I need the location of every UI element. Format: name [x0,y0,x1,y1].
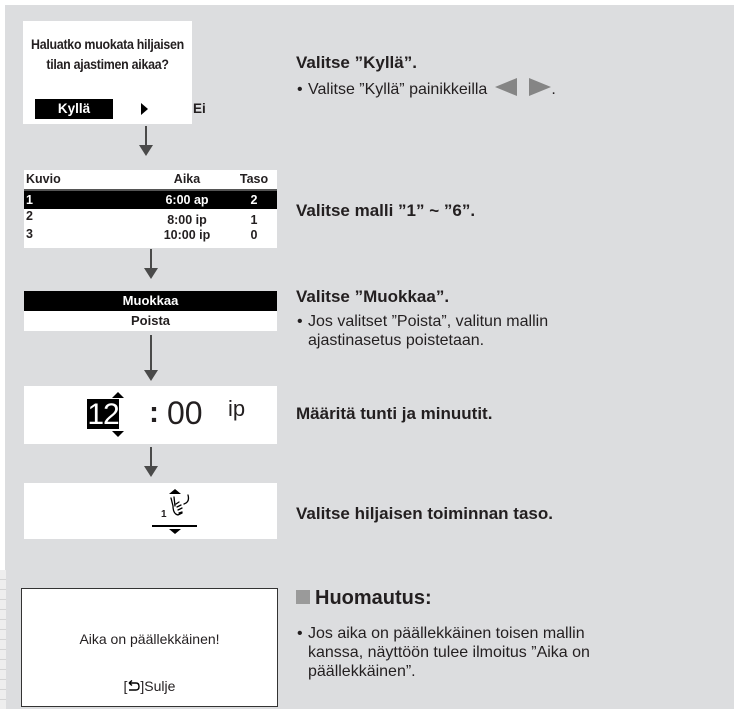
pattern-table-screen [24,170,277,248]
hour-field[interactable]: 12 [87,398,119,431]
caret-right-icon [141,103,148,115]
cell-level: 2 [250,193,258,207]
step5-title: Valitse hiljaisen toiminnan taso. [296,504,553,523]
no-option[interactable]: Ei [193,101,206,116]
quiet-level-screen [24,483,277,539]
dialog-question [30,35,185,75]
confirm-dialog-screen [23,21,206,124]
step4-title: Määritä tunti ja minuutit. [296,404,493,423]
bullet-dot: • [297,81,303,98]
table-row[interactable] [24,227,277,245]
caret-down-icon[interactable] [112,431,124,437]
minute-field[interactable]: 00 [167,395,203,431]
overlap-message: Aika on päällekkäinen! [79,631,220,647]
column-header-time: Aika [173,172,201,186]
back-icon [127,680,140,692]
caret-down-icon[interactable] [169,529,181,534]
table-header [24,170,277,191]
cell-pattern: 3 [26,227,33,241]
time-separator: : [149,396,159,429]
step3-bullet-line1: Jos valitset ”Poista”, valitun mallin [308,313,549,330]
step2-title: Valitse malli ”1” ~ ”6”. [296,201,476,220]
step3-bullet [297,312,548,350]
step1-bullet-end: . [551,81,556,98]
page-edge [0,570,6,709]
flow-arrow-down-icon [150,447,152,475]
cell-pattern: 1 [26,193,33,207]
dialog-question-line1: Haluatko muokata hiljaisen [31,37,184,52]
step1-bullet [297,78,556,99]
step3-title: Valitse ”Muokkaa”. [296,287,450,306]
close-label: ]Sulje [140,678,176,694]
note-line1: Jos aika on päällekkäinen toisen mallin [308,625,585,642]
level-value: 1 [161,509,167,520]
cell-level: 0 [250,228,258,242]
cell-time: 10:00 ip [163,228,211,242]
bullet-dot: • [297,313,303,330]
time-setting-screen [24,386,277,444]
step1-bullet-text: Valitse ”Kyllä” painikkeilla [308,81,488,98]
edit-menu-screen [24,291,277,331]
ampm-field[interactable]: ip [228,396,246,421]
step1-title: Valitse ”Kyllä”. [296,53,417,72]
hand-level-icon [165,494,195,520]
left-button-icon [495,78,517,96]
right-button-icon [529,78,551,96]
dialog-question-line2: tilan ajastimen aikaa? [46,57,169,72]
note-bullet [297,624,590,681]
menu-item-edit[interactable]: Muokkaa [24,291,277,311]
column-header-level: Taso [239,172,269,186]
note-line2: kanssa, näyttöön tulee ilmoitus ”Aika on [308,644,590,661]
note-title-text: Huomautus: [315,587,432,609]
level-bar [152,525,197,527]
column-header-pattern: Kuvio [26,172,61,186]
note-line3: päällekkäinen”. [308,663,416,680]
overlap-warning-screen [21,588,278,707]
step3-bullet-line2: ajastinasetus poistetaan. [308,332,485,349]
flow-arrow-down-icon [145,126,147,154]
cell-pattern: 2 [26,209,33,223]
note-heading [296,587,432,610]
table-row[interactable] [24,209,277,227]
cell-time: 6:00 ap [165,193,209,207]
note-square-icon [296,590,310,604]
close-button[interactable] [22,678,277,694]
menu-item-delete[interactable]: Poista [130,313,170,328]
yes-option[interactable]: Kyllä [35,99,113,119]
close-bracket: [ [123,678,128,694]
bullet-dot: • [297,625,303,642]
flow-arrow-down-icon [150,249,152,277]
flow-arrow-down-icon [150,335,152,379]
table-row[interactable] [24,191,277,209]
cell-level: 1 [250,213,258,227]
cell-time: 8:00 ip [167,213,207,227]
